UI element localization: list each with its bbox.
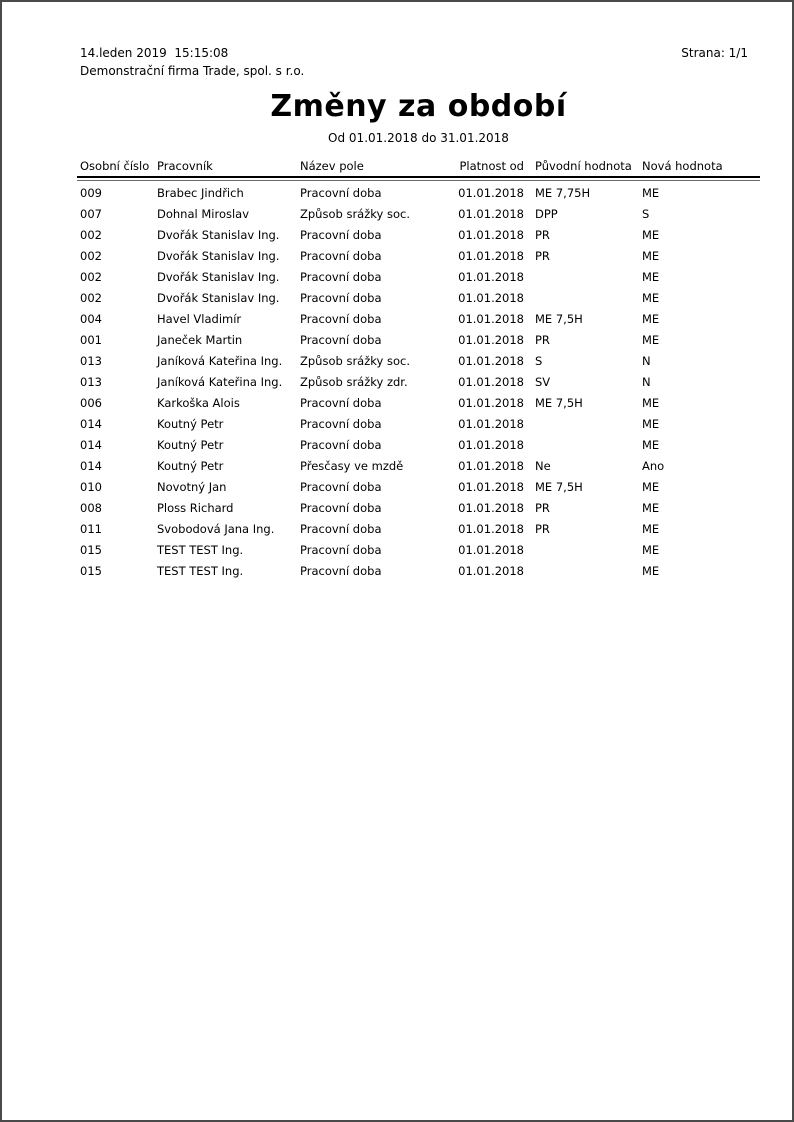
- table-cell: 01.01.2018: [458, 290, 524, 305]
- table-cell: ME 7,5H: [535, 395, 583, 410]
- table-cell: 011: [80, 521, 102, 536]
- table-cell: TEST TEST Ing.: [157, 563, 244, 578]
- table-cell: ME: [642, 248, 660, 263]
- table-cell: ME: [642, 479, 660, 494]
- table-cell: 001: [80, 332, 102, 347]
- report-topbar: [2, 2, 792, 80]
- table-cell: PR: [535, 248, 550, 263]
- table-row: [77, 413, 760, 434]
- table-cell: PR: [535, 227, 550, 242]
- column-header-3: Platnost od: [459, 159, 524, 173]
- table-cell: ME: [642, 500, 660, 515]
- table-cell: 01.01.2018: [458, 437, 524, 452]
- table-row: [77, 308, 760, 329]
- table-row: [77, 497, 760, 518]
- table-cell: 01.01.2018: [458, 332, 524, 347]
- table-cell: N: [642, 374, 651, 389]
- table-header-row: [77, 158, 760, 176]
- table-cell: ME: [642, 563, 660, 578]
- table-cell: 007: [80, 206, 102, 221]
- table-cell: Dvořák Stanislav Ing.: [157, 290, 280, 305]
- table-cell: Dvořák Stanislav Ing.: [157, 269, 280, 284]
- table-row: [77, 182, 760, 203]
- table-cell: 01.01.2018: [458, 353, 524, 368]
- report-title: Změny za období: [270, 89, 567, 124]
- table-row: [77, 560, 760, 581]
- table-row: [77, 455, 760, 476]
- table-cell: Pracovní doba: [300, 248, 382, 263]
- table-cell: Svobodová Jana Ing.: [157, 521, 275, 536]
- table-cell: 01.01.2018: [458, 311, 524, 326]
- table-cell: 01.01.2018: [458, 374, 524, 389]
- table-cell: 015: [80, 542, 102, 557]
- table-cell: ME: [642, 227, 660, 242]
- page-number: Strana: 1/1: [681, 46, 748, 60]
- table-cell: 01.01.2018: [458, 458, 524, 473]
- table-cell: ME: [642, 416, 660, 431]
- table-cell: 01.01.2018: [458, 542, 524, 557]
- table-cell: ME: [642, 269, 660, 284]
- table-cell: 01.01.2018: [458, 206, 524, 221]
- table-cell: 013: [80, 353, 102, 368]
- table-row: [77, 539, 760, 560]
- table-cell: Karkoška Alois: [157, 395, 240, 410]
- table-cell: Způsob srážky zdr.: [300, 374, 408, 389]
- table-cell: N: [642, 353, 651, 368]
- table-cell: Pracovní doba: [300, 332, 382, 347]
- table-cell: ME: [642, 437, 660, 452]
- table-cell: Janíková Kateřina Ing.: [157, 374, 283, 389]
- table-cell: ME 7,75H: [535, 185, 591, 200]
- table-cell: Dvořák Stanislav Ing.: [157, 227, 280, 242]
- table-cell: Ano: [642, 458, 665, 473]
- table-cell: Pracovní doba: [300, 416, 382, 431]
- table-cell: Pracovní doba: [300, 269, 382, 284]
- report-period: Od 01.01.2018 do 31.01.2018: [328, 131, 509, 145]
- table-cell: PR: [535, 500, 550, 515]
- table-cell: 01.01.2018: [458, 416, 524, 431]
- table-cell: 010: [80, 479, 102, 494]
- table-cell: Janeček Martin: [157, 332, 243, 347]
- table-cell: 014: [80, 458, 102, 473]
- report-datetime: 14.leden 2019 15:15:08: [80, 46, 229, 60]
- table-cell: ME: [642, 542, 660, 557]
- table-cell: 01.01.2018: [458, 227, 524, 242]
- table-cell: Pracovní doba: [300, 395, 382, 410]
- table-cell: 01.01.2018: [458, 395, 524, 410]
- report-content: [77, 90, 760, 581]
- table-row: [77, 518, 760, 539]
- table-cell: Ploss Richard: [157, 500, 234, 515]
- report-meta: [80, 44, 304, 80]
- table-cell: 01.01.2018: [458, 269, 524, 284]
- table-cell: ME: [642, 185, 660, 200]
- table-cell: 01.01.2018: [458, 479, 524, 494]
- table-cell: PR: [535, 332, 550, 347]
- table-row: [77, 245, 760, 266]
- table-cell: 013: [80, 374, 102, 389]
- table-cell: Přesčasy ve mzdě: [300, 458, 404, 473]
- table-row: [77, 476, 760, 497]
- table-cell: 002: [80, 290, 102, 305]
- table-cell: 002: [80, 248, 102, 263]
- table-cell: ME: [642, 521, 660, 536]
- table-cell: 009: [80, 185, 102, 200]
- table-cell: Pracovní doba: [300, 437, 382, 452]
- table-row: [77, 287, 760, 308]
- changes-table: [77, 158, 760, 581]
- company-name: Demonstrační firma Trade, spol. s r.o.: [80, 64, 305, 78]
- column-header-1: Pracovník: [157, 159, 213, 173]
- table-cell: 006: [80, 395, 102, 410]
- table-cell: Koutný Petr: [157, 437, 224, 452]
- table-cell: Koutný Petr: [157, 458, 224, 473]
- table-row: [77, 266, 760, 287]
- table-cell: TEST TEST Ing.: [157, 542, 244, 557]
- table-cell: 008: [80, 500, 102, 515]
- table-cell: ME: [642, 332, 660, 347]
- column-header-2: Název pole: [300, 159, 364, 173]
- table-cell: Pracovní doba: [300, 311, 382, 326]
- table-row: [77, 371, 760, 392]
- table-row: [77, 350, 760, 371]
- table-cell: S: [642, 206, 650, 221]
- table-cell: Ne: [535, 458, 551, 473]
- table-cell: Dohnal Miroslav: [157, 206, 250, 221]
- table-cell: Pracovní doba: [300, 542, 382, 557]
- table-cell: Pracovní doba: [300, 185, 382, 200]
- table-cell: 01.01.2018: [458, 500, 524, 515]
- table-cell: Pracovní doba: [300, 290, 382, 305]
- table-cell: Pracovní doba: [300, 563, 382, 578]
- table-cell: PR: [535, 521, 550, 536]
- table-cell: SV: [535, 374, 551, 389]
- table-row: [77, 329, 760, 350]
- table-cell: DPP: [535, 206, 558, 221]
- table-cell: 004: [80, 311, 102, 326]
- table-cell: ME: [642, 395, 660, 410]
- table-row: [77, 203, 760, 224]
- table-row: [77, 224, 760, 245]
- column-header-4: Původní hodnota: [535, 159, 632, 173]
- table-cell: ME: [642, 311, 660, 326]
- table-cell: Koutný Petr: [157, 416, 224, 431]
- column-header-5: Nová hodnota: [642, 159, 723, 173]
- table-cell: Janíková Kateřina Ing.: [157, 353, 283, 368]
- table-cell: ME: [642, 290, 660, 305]
- table-cell: Novotný Jan: [157, 479, 227, 494]
- table-cell: Způsob srážky soc.: [300, 353, 410, 368]
- table-row: [77, 434, 760, 455]
- table-cell: Pracovní doba: [300, 227, 382, 242]
- table-cell: 014: [80, 437, 102, 452]
- table-cell: Pracovní doba: [300, 479, 382, 494]
- table-cell: Havel Vladimír: [157, 311, 242, 326]
- table-cell: ME 7,5H: [535, 479, 583, 494]
- table-cell: 014: [80, 416, 102, 431]
- table-cell: 015: [80, 563, 102, 578]
- table-cell: 01.01.2018: [458, 563, 524, 578]
- column-header-0: Osobní číslo: [80, 159, 150, 173]
- table-cell: 01.01.2018: [458, 248, 524, 263]
- table-cell: S: [535, 353, 543, 368]
- table-cell: Brabec Jindřich: [157, 185, 244, 200]
- table-cell: 002: [80, 269, 102, 284]
- table-cell: Pracovní doba: [300, 521, 382, 536]
- table-cell: 01.01.2018: [458, 185, 524, 200]
- table-row: [77, 392, 760, 413]
- table-cell: Dvořák Stanislav Ing.: [157, 248, 280, 263]
- table-cell: 002: [80, 227, 102, 242]
- table-body: [77, 181, 760, 581]
- table-cell: 01.01.2018: [458, 521, 524, 536]
- table-cell: Způsob srážky soc.: [300, 206, 410, 221]
- table-cell: ME 7,5H: [535, 311, 583, 326]
- table-cell: Pracovní doba: [300, 500, 382, 515]
